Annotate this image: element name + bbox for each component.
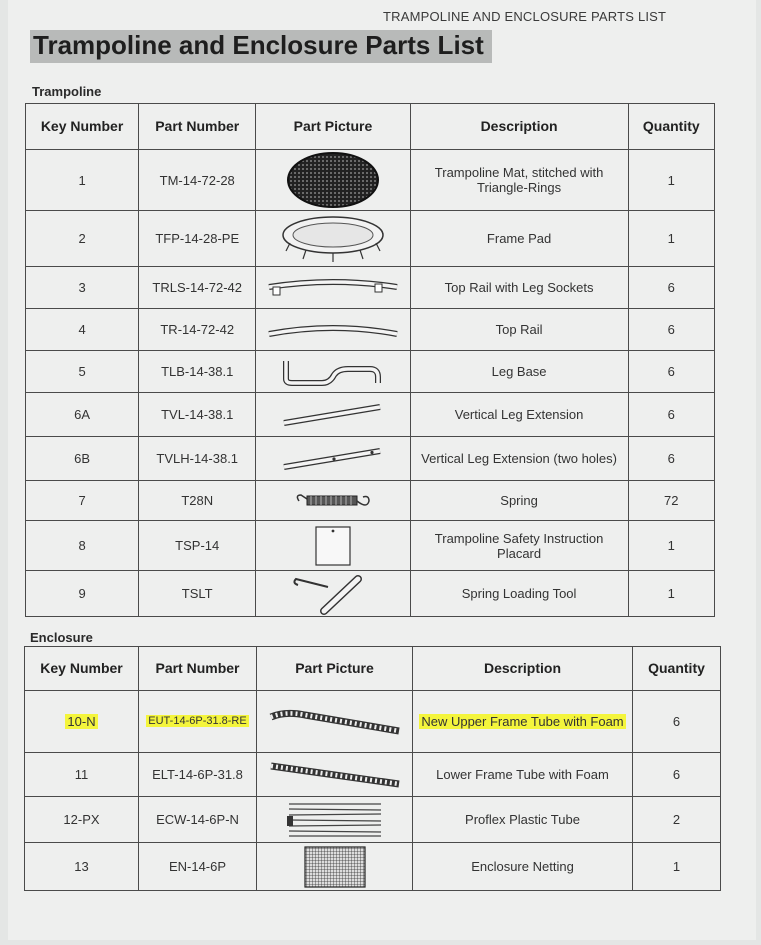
header-description: Description <box>410 104 628 150</box>
quantity-cell: 2 <box>633 797 721 843</box>
quantity-cell: 6 <box>628 351 714 393</box>
parts-list-page <box>8 0 756 940</box>
table-row <box>26 571 715 617</box>
key-number-cell: 2 <box>26 211 139 267</box>
header-quantity: Quantity <box>633 647 721 691</box>
highlighted-key-number: 10-N <box>67 714 96 729</box>
key-number-cell: 12-PX <box>25 797 139 843</box>
quantity-cell: 1 <box>628 211 714 267</box>
trampoline-parts-table <box>25 103 715 617</box>
placard-picture <box>256 521 410 571</box>
description-cell: Vertical Leg Extension <box>410 393 628 437</box>
top-rail-picture <box>256 309 410 351</box>
header-part-number: Part Number <box>139 104 256 150</box>
description-cell: Top Rail <box>410 309 628 351</box>
header-description: Description <box>413 647 633 691</box>
description-cell: Spring <box>410 481 628 521</box>
header-key-number: Key Number <box>26 104 139 150</box>
description-cell <box>413 691 633 753</box>
table-row <box>25 843 721 891</box>
quantity-cell: 1 <box>628 150 714 211</box>
part-number-cell: TVL-14-38.1 <box>139 393 256 437</box>
header-part-number: Part Number <box>139 647 257 691</box>
running-header: TRAMPOLINE AND ENCLOSURE PARTS LIST <box>383 9 667 24</box>
table-header-row <box>26 104 715 150</box>
key-number-cell <box>25 691 139 753</box>
description-cell: Trampoline Mat, stitched with Triangle-Rings <box>410 150 628 211</box>
frame-pad-picture <box>256 211 410 267</box>
table-row <box>26 211 715 267</box>
part-number-cell: ECW-14-6P-N <box>139 797 257 843</box>
quantity-cell: 6 <box>628 309 714 351</box>
table-row <box>25 753 721 797</box>
leg-extension-holes-picture <box>256 437 410 481</box>
top-rail-sockets-picture <box>256 267 410 309</box>
key-number-cell: 6B <box>26 437 139 481</box>
page-title: Trampoline and Enclosure Parts List <box>30 30 492 63</box>
enclosure-section-label: Enclosure <box>30 630 93 645</box>
trampoline-section-label: Trampoline <box>32 84 102 99</box>
part-number-cell: EN-14-6P <box>139 843 257 891</box>
table-row <box>25 797 721 843</box>
part-number-cell: TSP-14 <box>139 521 256 571</box>
table-row <box>26 521 715 571</box>
key-number-cell: 7 <box>26 481 139 521</box>
leg-base-picture <box>256 351 410 393</box>
upper-tube-picture <box>257 691 413 753</box>
description-cell: Vertical Leg Extension (two holes) <box>410 437 628 481</box>
header-part-picture: Part Picture <box>257 647 413 691</box>
key-number-cell: 5 <box>26 351 139 393</box>
quantity-cell: 1 <box>628 521 714 571</box>
part-number-cell: TR-14-72-42 <box>139 309 256 351</box>
key-number-cell: 11 <box>25 753 139 797</box>
description-cell: Leg Base <box>410 351 628 393</box>
plastic-tubes-picture <box>257 797 413 843</box>
table-row <box>25 691 721 753</box>
part-number-cell: TLB-14-38.1 <box>139 351 256 393</box>
header-quantity: Quantity <box>628 104 714 150</box>
description-cell: Lower Frame Tube with Foam <box>413 753 633 797</box>
spring-tool-picture <box>256 571 410 617</box>
part-number-cell: TVLH-14-38.1 <box>139 437 256 481</box>
highlighted-description: New Upper Frame Tube with Foam <box>421 714 624 729</box>
netting-picture <box>257 843 413 891</box>
table-row <box>26 150 715 211</box>
description-cell: Proflex Plastic Tube <box>413 797 633 843</box>
table-header-row <box>25 647 721 691</box>
highlighted-part-number: EUT-14-6P-31.8-RE <box>148 715 247 727</box>
key-number-cell: 3 <box>26 267 139 309</box>
header-key-number: Key Number <box>25 647 139 691</box>
table-row <box>26 437 715 481</box>
key-number-cell: 6A <box>26 393 139 437</box>
quantity-cell: 1 <box>633 843 721 891</box>
part-number-cell: TSLT <box>139 571 256 617</box>
part-number-cell: TFP-14-28-PE <box>139 211 256 267</box>
description-cell: Trampoline Safety Instruction Placard <box>410 521 628 571</box>
table-row <box>26 481 715 521</box>
quantity-cell: 1 <box>628 571 714 617</box>
key-number-cell: 9 <box>26 571 139 617</box>
key-number-cell: 8 <box>26 521 139 571</box>
key-number-cell: 1 <box>26 150 139 211</box>
quantity-cell: 6 <box>628 437 714 481</box>
key-number-cell: 13 <box>25 843 139 891</box>
description-cell: Enclosure Netting <box>413 843 633 891</box>
key-number-cell: 4 <box>26 309 139 351</box>
table-row <box>26 351 715 393</box>
quantity-cell: 72 <box>628 481 714 521</box>
part-number-cell <box>139 691 257 753</box>
description-cell: Top Rail with Leg Sockets <box>410 267 628 309</box>
part-number-cell: TM-14-72-28 <box>139 150 256 211</box>
part-number-cell: T28N <box>139 481 256 521</box>
round-mat-picture <box>256 150 410 211</box>
description-cell: Spring Loading Tool <box>410 571 628 617</box>
part-number-cell: TRLS-14-72-42 <box>139 267 256 309</box>
quantity-cell: 6 <box>633 753 721 797</box>
part-number-cell: ELT-14-6P-31.8 <box>139 753 257 797</box>
leg-extension-picture <box>256 393 410 437</box>
table-row <box>26 267 715 309</box>
description-cell: Frame Pad <box>410 211 628 267</box>
quantity-cell: 6 <box>633 691 721 753</box>
table-row <box>26 309 715 351</box>
spring-picture <box>256 481 410 521</box>
quantity-cell: 6 <box>628 267 714 309</box>
table-row <box>26 393 715 437</box>
lower-tube-picture <box>257 753 413 797</box>
quantity-cell: 6 <box>628 393 714 437</box>
header-part-picture: Part Picture <box>256 104 410 150</box>
enclosure-parts-table <box>24 646 721 891</box>
